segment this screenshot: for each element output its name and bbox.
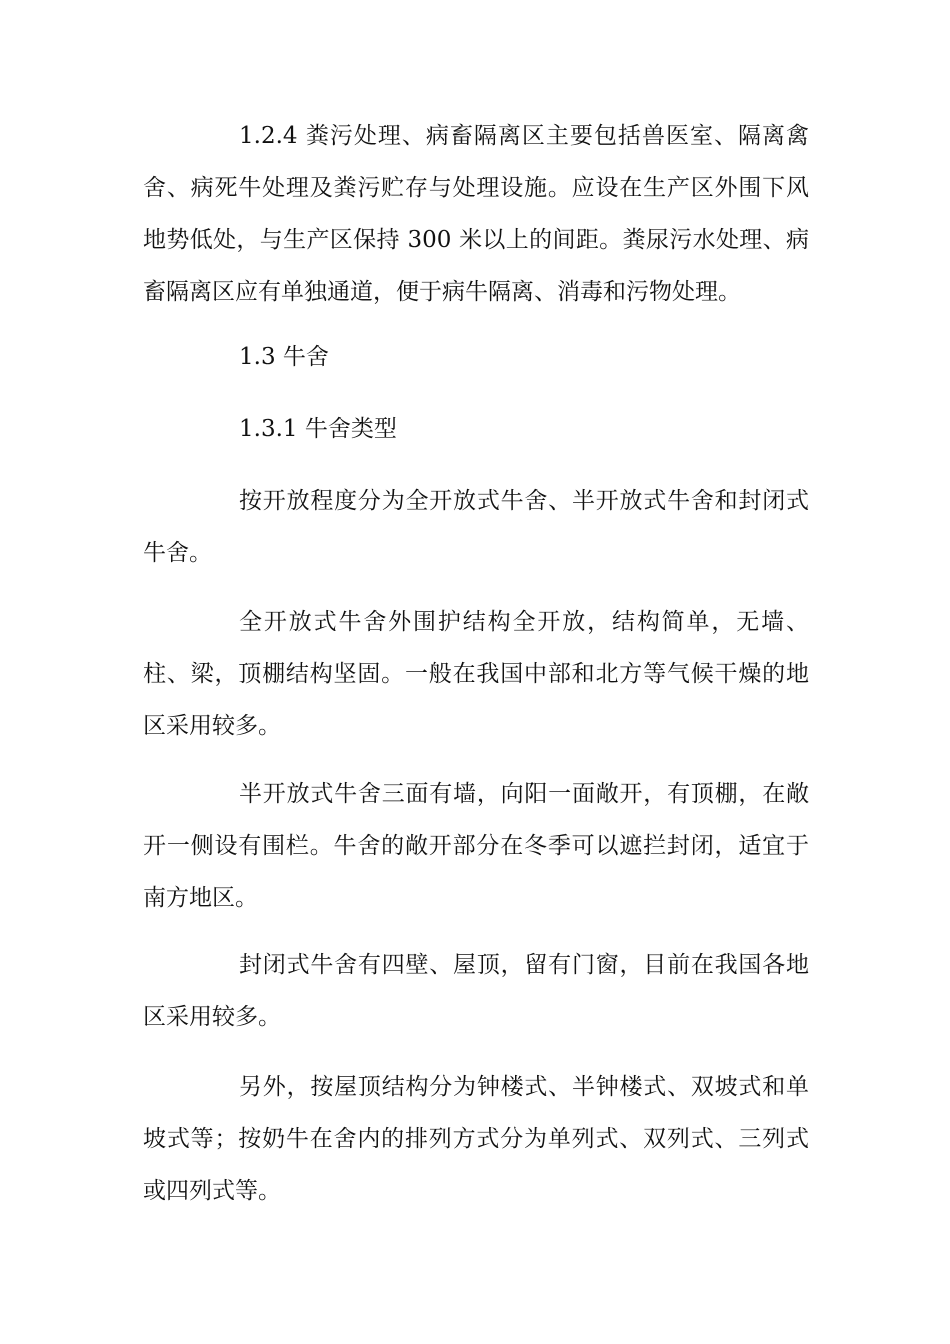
subsection-heading-shed-types: 1.3.1 牛舍类型 — [239, 416, 397, 442]
paragraph-openness-classification: 按开放程度分为全开放式牛舍、半开放式牛舍和封闭式牛舍。 — [143, 488, 809, 566]
paragraph-closed-shed: 封闭式牛舍有四壁、屋顶，留有门窗，目前在我国各地区采用较多。 — [143, 952, 809, 1030]
paragraph-semi-open-shed: 半开放式牛舍三面有墙，向阳一面敞开，有顶棚，在敞开一侧设有围栏。牛舍的敞开部分在冬季可以遮拦封闭，适宜于南方地区。 — [143, 781, 809, 911]
paragraph-fully-open-shed: 全开放式牛舍外围护结构全开放，结构简单，无墙、柱、梁，顶棚结构坚固。一般在我国中部和北方等气候干燥的地区采用较多。 — [143, 609, 809, 739]
paragraph-manure-isolation-area: 1.2.4 粪污处理、病畜隔离区主要包括兽医室、隔离禽舍、病死牛处理及粪污贮存与处理设施。应设在生产区外围下风地势低处，与生产区保持 300 米以上的间距。粪尿污水处理、病畜隔离区应有单独通道，便于病牛隔离、消毒和污物处理。 — [143, 123, 809, 305]
paragraph-roof-and-layout-types: 另外，按屋顶结构分为钟楼式、半钟楼式、双坡式和单坡式等；按奶牛在舍内的排列方式分为单列式、双列式、三列式或四列式等。 — [143, 1074, 809, 1204]
section-heading-cattle-shed: 1.3 牛舍 — [239, 344, 329, 370]
